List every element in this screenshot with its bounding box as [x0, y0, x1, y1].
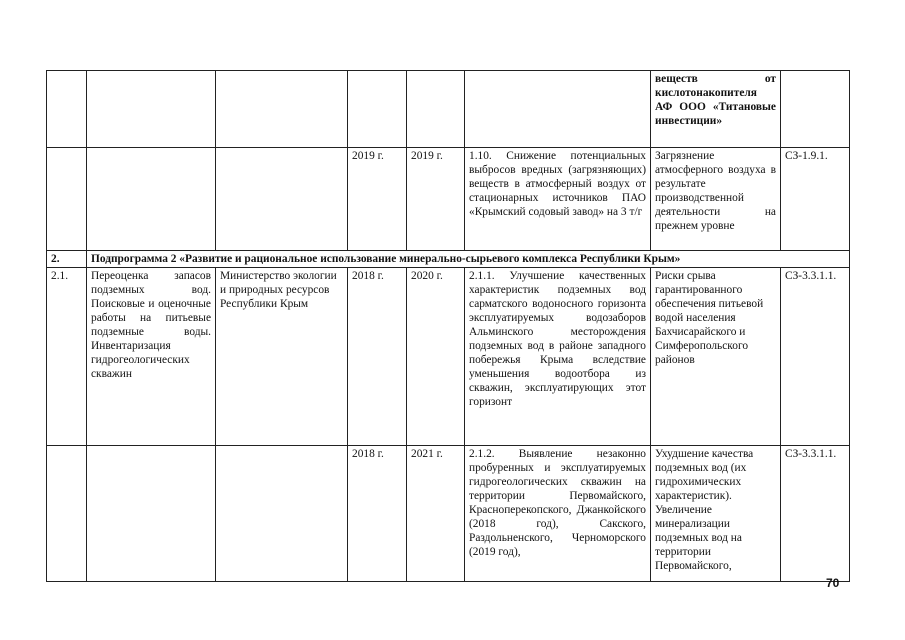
section-number: 2.: [47, 251, 87, 268]
cell-no: 2.1.: [47, 268, 87, 446]
cell-start: 2018 г.: [348, 268, 407, 446]
table-row: [47, 148, 850, 251]
cell-executor: Министерство экологии и природных ресурсов Республики Крым: [216, 268, 348, 446]
cell-executor: [216, 148, 348, 251]
cell-executor: [216, 71, 348, 148]
measures-table: [46, 70, 850, 582]
page-number: 70: [826, 576, 840, 590]
cell-end: 2021 г.: [407, 446, 465, 582]
cell-risk: веществ от кислотонакопителя АФ ООО «Титановые инвестиции»: [651, 71, 781, 148]
cell-risk: Риски срыва гарантированного обеспечения питьевой водой населения Бахчисарайского и Симферопольского районов: [651, 268, 781, 446]
cell-end: 2019 г.: [407, 148, 465, 251]
cell-code: [781, 71, 850, 148]
cell-event: [87, 148, 216, 251]
cell-no: [47, 148, 87, 251]
cell-event: [87, 71, 216, 148]
cell-start: [348, 71, 407, 148]
cell-result: 1.10. Снижение потенциальных выбросов вредных (загрязняющих) веществ в атмосферный воздух от стационарных источников ПАО «Крымский содовый завод» на 3 т/г: [465, 148, 651, 251]
cell-risk: Загрязнение атмосферного воздуха в результате производственной деятельности на прежнем уровне: [651, 148, 781, 251]
cell-end: [407, 71, 465, 148]
cell-end: 2020 г.: [407, 268, 465, 446]
cell-result: 2.1.2. Выявление незаконно пробуренных и эксплуатируемых гидрогеологических скважин на территории Первомайского, Красноперекопского, Джанкойского (2018 год), Сакского, Раздольненского, Черноморского (2019 год),: [465, 446, 651, 582]
cell-event: [87, 446, 216, 582]
section-title: Подпрограмма 2 «Развитие и рациональное использование минерально-сырьевого комплекса Республики Крым»: [87, 251, 850, 268]
table-row: [47, 446, 850, 582]
cell-result: [465, 71, 651, 148]
cell-risk: Ухудшение качества подземных вод (их гидрохимических характеристик). Увеличение минерализации подземных вод на территории Первомайского,: [651, 446, 781, 582]
cell-start: 2019 г.: [348, 148, 407, 251]
table-row: [47, 268, 850, 446]
cell-no: [47, 71, 87, 148]
cell-start: 2018 г.: [348, 446, 407, 582]
cell-executor: [216, 446, 348, 582]
cell-code: СЗ-3.3.1.1.: [781, 268, 850, 446]
cell-result: 2.1.1. Улучшение качественных характеристик подземных вод сарматского водоносного горизонта эксплуатируемых водозаборов Альминского месторождения подземных вод в районе западного побережья Крыма вследствие уменьшения водоотбора из скважин, эксплуатирующих этот горизонт: [465, 268, 651, 446]
cell-code: СЗ-1.9.1.: [781, 148, 850, 251]
section-row: [47, 251, 850, 268]
cell-no: [47, 446, 87, 582]
cell-code: СЗ-3.3.1.1.: [781, 446, 850, 582]
cell-event: Переоценка запасов подземных вод. Поисковые и оценочные работы на питьевые подземные воды. Инвентаризация гидрогеологических скважин: [87, 268, 216, 446]
table-row: [47, 71, 850, 148]
